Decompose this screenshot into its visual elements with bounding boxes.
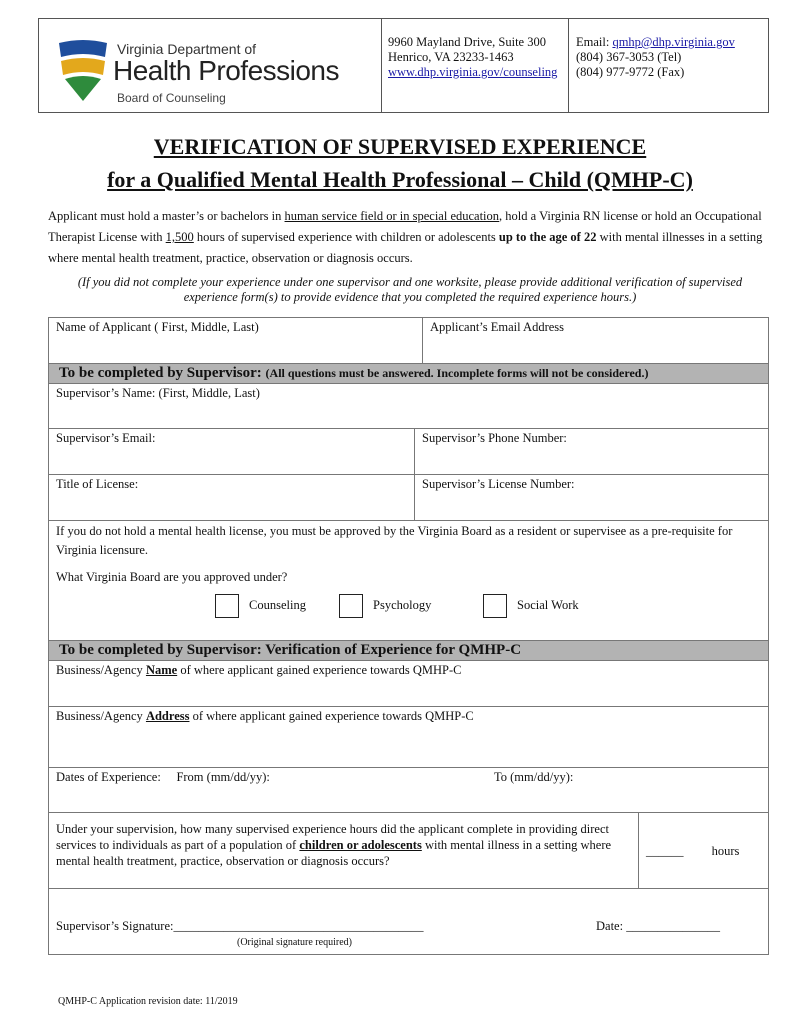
checkbox-counseling[interactable]: Counseling	[215, 594, 306, 618]
business-name-field[interactable]: Business/Agency Name of where applicant gained experience towards QMHP-C	[48, 660, 769, 707]
email-link[interactable]: qmhp@dhp.virginia.gov	[612, 35, 735, 49]
section-header-supervisor: To be completed by Supervisor: (All questions must be answered. Incomplete forms will not be considered.)	[48, 363, 769, 384]
dhp-logo: Virginia Department of Health Professions Board of Counseling	[39, 19, 382, 112]
dhp-shield-icon	[57, 39, 109, 101]
page-title: VERIFICATION OF SUPERVISED EXPERIENCE	[153, 134, 647, 159]
date-field[interactable]: Date: _______________	[596, 919, 720, 933]
checkbox-social-work[interactable]: Social Work	[483, 594, 579, 618]
from-date-field[interactable]: From (mm/dd/yy):	[176, 770, 270, 784]
supervisor-name-field[interactable]: Supervisor’s Name: (First, Middle, Last)	[48, 383, 769, 429]
supervisor-phone-field[interactable]: Supervisor’s Phone Number:	[422, 431, 567, 445]
supervisor-email-field[interactable]: Supervisor’s Email:	[49, 429, 415, 474]
business-address-field[interactable]: Business/Agency Address of where applicant gained experience towards QMHP-C	[48, 706, 769, 768]
verification-form	[48, 317, 769, 955]
board-approval-section: If you do not hold a mental health license, you must be approved by the Virginia Board as a resident or supervisee as a pre-requisite for Virginia licensure. What Virginia Board are you approved under? Counseling Psychology Social Work	[48, 520, 769, 641]
address-block: 9960 Mayland Drive, Suite 300 Henrico, VA 23233-1463 www.dhp.virginia.gov/counseling	[381, 19, 569, 112]
license-title-field[interactable]: Title of License:	[49, 475, 415, 520]
checkbox-psychology[interactable]: Psychology	[339, 594, 431, 618]
applicant-email-field[interactable]: Applicant’s Email Address	[430, 320, 565, 334]
section-header-verification: To be completed by Supervisor: Verification of Experience for QMHP-C	[48, 640, 769, 661]
letterhead	[38, 18, 769, 113]
page-subtitle: for a Qualified Mental Health Professional – Child (QMHP-C)	[107, 167, 693, 192]
signature-field[interactable]: Supervisor’s Signature:________________________________________ (Original signature required)	[56, 919, 424, 948]
applicant-name-field[interactable]: Name of Applicant ( First, Middle, Last)	[49, 318, 423, 363]
hours-field[interactable]: ______ hours	[646, 844, 740, 858]
contact-block: Email: qmhp@dhp.virginia.gov (804) 367-3053 (Tel) (804) 977-9772 (Fax)	[576, 35, 735, 79]
intro-text: Applicant must hold a master’s or bachelors in human service field or in special education, hold a Virginia RN license or hold an Occupational Therapist License with 1,500 hours of supervised experience with children or adolescents up to the age of 22 with mental illnesses in a setting where mental health treatment, practice, observation or diagnosis occurs.	[48, 209, 763, 265]
instruction-note: (If you did not complete your experience under one supervisor and one worksite, please provide additional verification of supervised experience form(s) to provide evidence that you completed the required experience hours.)	[77, 275, 743, 304]
website-link[interactable]: www.dhp.virginia.gov/counseling	[388, 65, 558, 79]
license-number-field[interactable]: Supervisor’s License Number:	[422, 477, 575, 491]
dates-of-experience-row: Dates of Experience: From (mm/dd/yy): To (mm/dd/yy):	[48, 767, 769, 813]
revision-footer: QMHP-C Application revision date: 11/2019	[58, 996, 238, 1007]
to-date-field[interactable]: To (mm/dd/yy):	[494, 770, 574, 784]
hours-question: Under your supervision, how many supervised experience hours did the applicant complete in providing direct services to individuals as part of a population of children or adolescents with mental illness in a setting where mental health treatment, practice, observation or diagnosis occurs?	[49, 813, 639, 888]
